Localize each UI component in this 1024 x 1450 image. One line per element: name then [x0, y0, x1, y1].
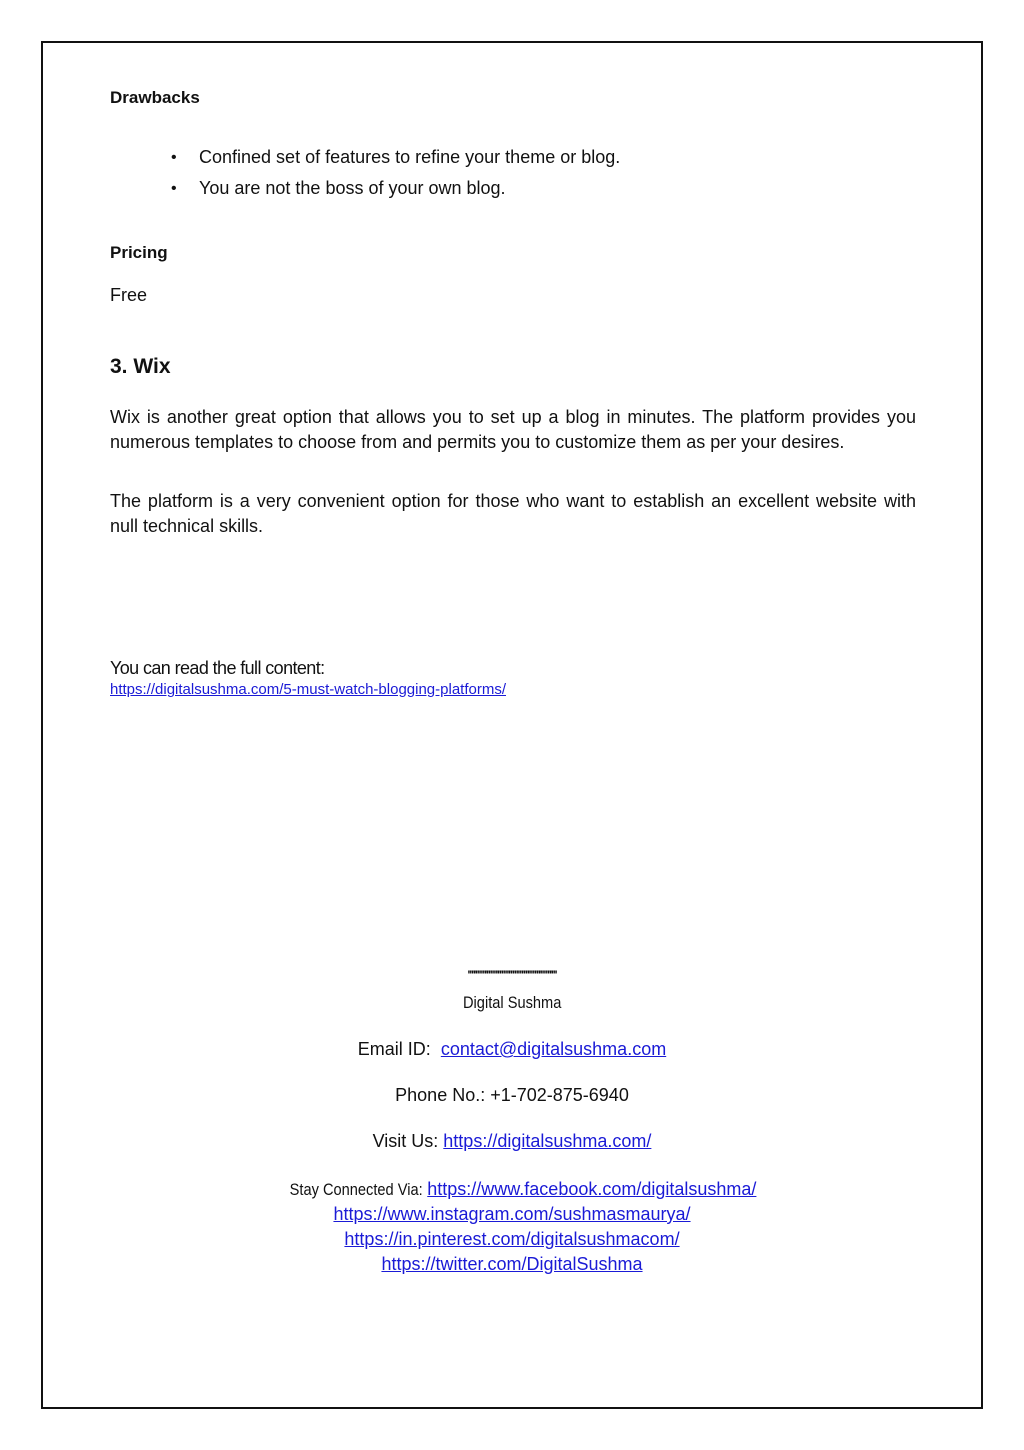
visit-label: Visit Us: [372, 1131, 439, 1151]
decorative-ticks: '''''''''''''''''''''''''''''''''''''''''''''''' [467, 968, 557, 982]
footer-brand-wrap [41, 993, 983, 1013]
twitter-link[interactable]: https://twitter.com/DigitalSushma [381, 1254, 643, 1274]
footer-visit-wrap [41, 1131, 983, 1152]
pinterest-link[interactable]: https://in.pinterest.com/digitalsushmacom/ [344, 1229, 680, 1249]
stay-connected-line [41, 1177, 983, 1202]
footer-email-wrap [41, 1039, 983, 1060]
list-item [110, 173, 620, 204]
wix-paragraph-1-wrap [110, 405, 916, 455]
pricing-heading: Pricing [110, 243, 168, 262]
list-item [110, 142, 620, 173]
email-line [41, 1039, 983, 1060]
wix-section [110, 355, 916, 379]
website-link[interactable]: https://digitalsushma.com/ [443, 1131, 652, 1151]
twitter-line [41, 1252, 983, 1277]
read-more-link[interactable]: https://digitalsushma.com/5-must-watch-blogging-platforms/ [110, 681, 506, 698]
instagram-link[interactable]: https://www.instagram.com/sushmasmaurya/ [333, 1204, 691, 1224]
instagram-line [41, 1202, 983, 1227]
wix-paragraph-2: The platform is a very convenient option for those who want to establish an excellent website with null technical skills. [110, 491, 916, 536]
bullet-icon: • [171, 149, 177, 166]
email-link[interactable]: contact@digitalsushma.com [440, 1039, 667, 1059]
read-more-section [110, 658, 916, 699]
social-links [41, 1177, 983, 1277]
footer-phone-wrap [41, 1085, 983, 1106]
stay-connected-label: Stay Connected Via: [289, 1180, 423, 1199]
wix-heading: 3. Wix [110, 355, 171, 378]
email-label: Email ID: [357, 1039, 431, 1059]
pinterest-line [41, 1227, 983, 1252]
read-more-label: You can read the full content: [110, 658, 325, 678]
visit-line [41, 1131, 983, 1152]
brand-name: Digital Sushma [462, 993, 562, 1012]
phone-line: Phone No.: +1-702-875-6940 [395, 1085, 629, 1105]
drawbacks-section [110, 88, 916, 108]
drawbacks-heading: Drawbacks [110, 88, 200, 107]
list-item-text: Confined set of features to refine your theme or blog. [199, 147, 621, 167]
pricing-value: Free [110, 285, 148, 305]
pricing-value-wrap [110, 285, 916, 306]
facebook-link[interactable]: https://www.facebook.com/digitalsushma/ [427, 1179, 757, 1199]
wix-paragraph-2-wrap [110, 489, 916, 539]
footer-ticks-wrap [41, 966, 983, 984]
wix-paragraph-1: Wix is another great option that allows you to set up a blog in minutes. The platform provides you numerous templates to choose from and permits you to customize them as per your desires. [110, 407, 916, 452]
drawbacks-list [110, 142, 620, 204]
pricing-section [110, 243, 916, 263]
list-item-text: You are not the boss of your own blog. [199, 178, 506, 198]
bullet-icon: • [171, 180, 177, 197]
